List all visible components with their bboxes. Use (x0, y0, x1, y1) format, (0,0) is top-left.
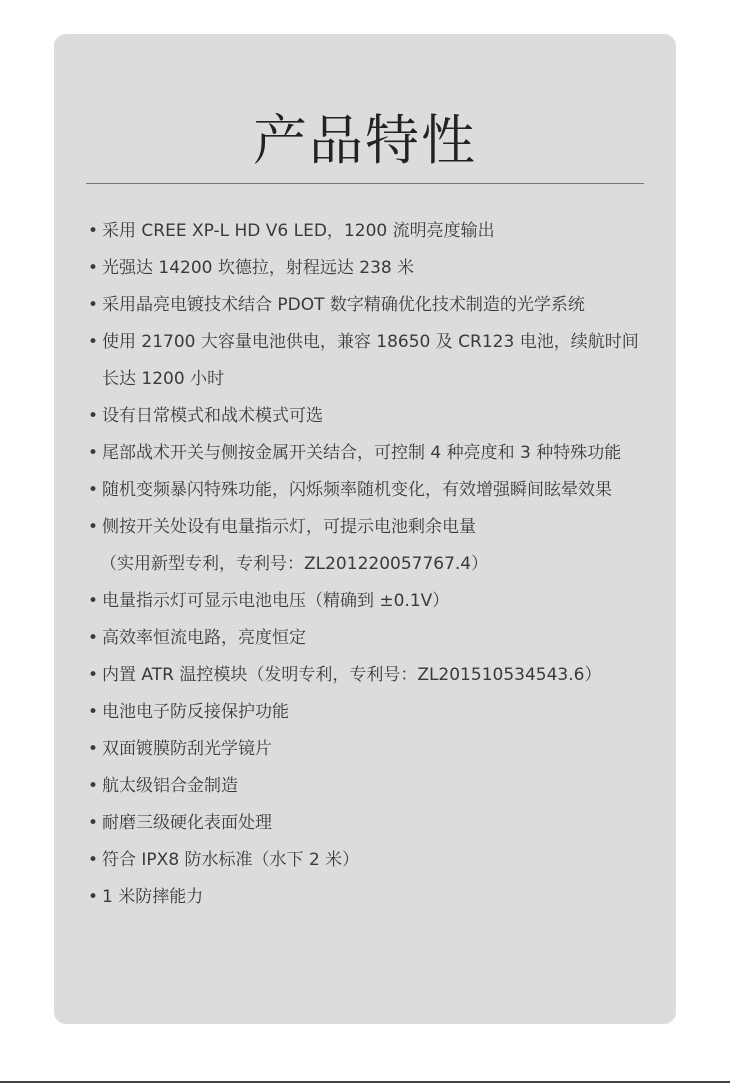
bullet-icon: • (88, 406, 99, 426)
feature-item (88, 657, 648, 694)
feature-text: 双面镀膜防刮光学镜片 (102, 739, 272, 759)
bullet-icon: • (88, 591, 99, 611)
feature-text: 耐磨三级硬化表面处理 (102, 813, 272, 833)
bullet-icon: • (88, 480, 99, 500)
feature-item (88, 620, 648, 657)
feature-item (88, 842, 648, 879)
feature-item (88, 805, 648, 842)
feature-text: 高效率恒流电路，亮度恒定 (102, 628, 306, 648)
bullet-icon: • (88, 813, 99, 833)
feature-text: 设有日常模式和战术模式可选 (102, 406, 323, 426)
feature-item (88, 879, 648, 916)
bullet-icon: • (88, 258, 99, 278)
feature-item (88, 287, 648, 324)
feature-text: 电池电子防反接保护功能 (102, 702, 289, 722)
feature-text: 使用 21700 大容量电池供电，兼容 18650 及 CR123 电池，续航时间长达 1200 小时 (102, 332, 639, 389)
feature-item (88, 768, 648, 805)
feature-item (88, 694, 648, 731)
feature-text: 尾部战术开关与侧按金属开关结合，可控制 4 种亮度和 3 种特殊功能 (102, 443, 622, 463)
feature-text: 光强达 14200 坎德拉，射程远达 238 米 (102, 258, 415, 278)
bullet-icon: • (88, 739, 99, 759)
bullet-icon: • (88, 517, 99, 537)
feature-text: 内置 ATR 温控模块（发明专利，专利号：ZL201510534543.6） (102, 665, 602, 685)
feature-list (88, 213, 648, 916)
feature-text: 侧按开关处设有电量指示灯，可提示电池剩余电量 (102, 517, 476, 537)
feature-item (88, 398, 648, 435)
feature-text: 采用 CREE XP-L HD V6 LED，1200 流明亮度输出 (102, 221, 495, 241)
feature-text: 采用晶亮电镀技术结合 PDOT 数字精确优化技术制造的光学系统 (102, 295, 585, 315)
bullet-icon: • (88, 665, 99, 685)
feature-item (88, 509, 648, 583)
feature-item (88, 731, 648, 768)
feature-item (88, 213, 648, 250)
bullet-icon: • (88, 221, 99, 241)
feature-text: 航太级铝合金制造 (102, 776, 238, 796)
feature-item (88, 435, 648, 472)
bullet-icon: • (88, 887, 99, 907)
bullet-icon: • (88, 702, 99, 722)
features-card (54, 34, 676, 1024)
bullet-icon: • (88, 295, 99, 315)
feature-text: 随机变频暴闪特殊功能，闪烁频率随机变化，有效增强瞬间眩晕效果 (102, 480, 612, 500)
feature-text: 符合 IPX8 防水标准（水下 2 米） (102, 850, 360, 870)
bullet-icon: • (88, 850, 99, 870)
page-title: 产品特性 (253, 109, 477, 172)
title-divider (86, 183, 644, 184)
bullet-icon: • (88, 628, 99, 648)
feature-item (88, 250, 648, 287)
patent-note: （实用新型专利，专利号：ZL201220057767.4） (100, 554, 489, 574)
feature-item (88, 583, 648, 620)
feature-text: 电量指示灯可显示电池电压（精确到 ±0.1V） (102, 591, 450, 611)
bullet-icon: • (88, 332, 99, 352)
feature-item (88, 472, 648, 509)
bullet-icon: • (88, 443, 99, 463)
feature-text: 1 米防摔能力 (102, 887, 204, 907)
bullet-icon: • (88, 776, 99, 796)
feature-item (88, 324, 648, 398)
